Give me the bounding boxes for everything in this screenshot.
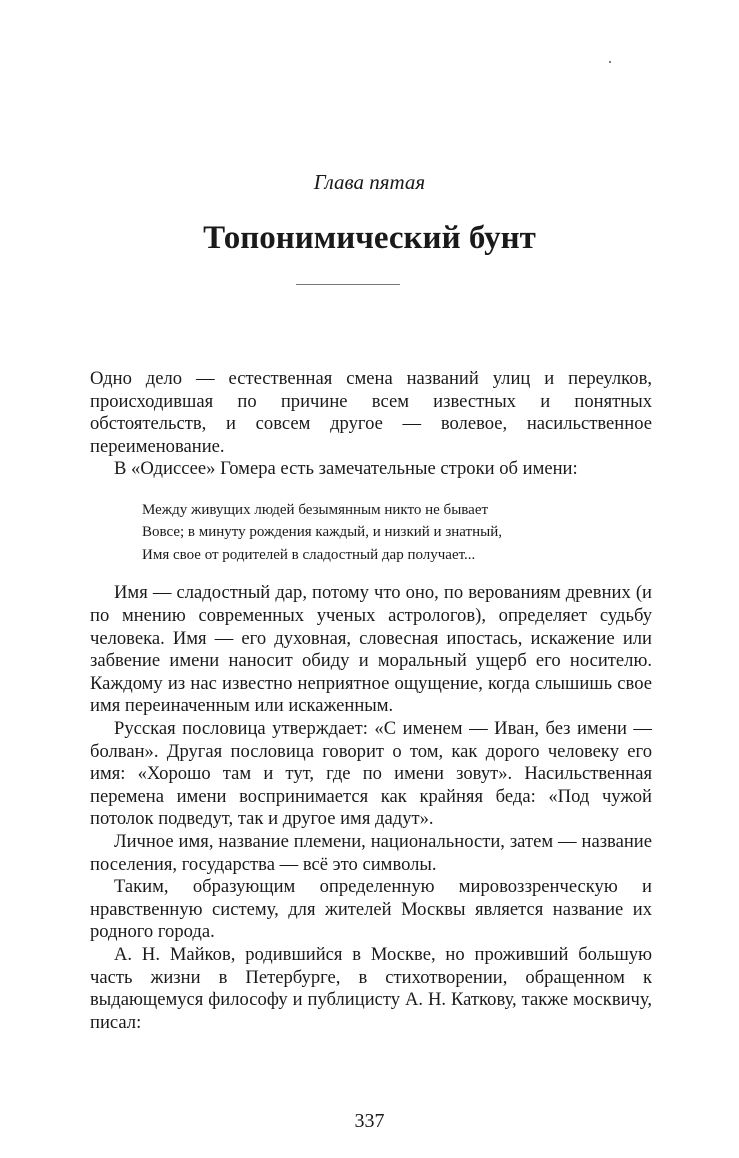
paragraph: А. Н. Майков, родившийся в Москве, но проживший большую часть жизни в Петербурге, в стихотворении, обращенном к выдающемуся философу и публицисту А. Н. Каткову, также москвичу, писал: — [90, 943, 652, 1033]
paragraph: Личное имя, название племени, национальности, затем — название поселения, государства — всё это символы. — [90, 831, 652, 875]
paragraph: Таким, образующим определенную мировоззренческую и нравственную систему, для жителей Москвы является название их родного города. — [90, 876, 652, 943]
chapter-label: Глава пятая — [313, 170, 426, 194]
verse-line: Между живущих людей безымянным никто не бывает — [142, 501, 489, 518]
paragraph: Русская пословица утверждает: «С именем — Иван, без имени — болван». Другая пословица говорит о том, как дорого человеку его имя: «Хорошо там и тут, где по имени зовут». Насильственная перемена имени воспринимается как крайняя беда: «Под чужой потолок подведут, так и другое имя дадут». — [90, 718, 652, 830]
paragraph: Имя — сладостный дар, потому что оно, по верованиям древних (и по мнению современных ученых астрологов), определяет судьбу человека. Имя — его духовная, словесная ипостась, искажение или забвение имени наносит обиду и моральный ущерб его носителю. Каждому из нас известно неприятное ощущение, когда слышишь свое имя переиначенным или искаженным. — [90, 582, 652, 717]
page-number: 337 — [354, 1110, 385, 1132]
chapter-title: Топонимический бунт — [203, 220, 536, 256]
paragraph: Одно дело — естественная смена названий улиц и переулков, происходившая по причине всем известных и понятных обстоятельств, и совсем другое — волевое, насильственное переименование. — [90, 368, 652, 457]
verse-line: Вовсе; в минуту рождения каждый, и низкий и знатный, — [142, 524, 502, 541]
verse-line: Имя свое от родителей в сладостный дар получает... — [142, 546, 476, 563]
scan-speck — [609, 61, 611, 63]
verse-quote — [142, 499, 652, 567]
paragraph: В «Одиссее» Гомера есть замечательные строки об имени: — [114, 458, 578, 480]
body-text — [90, 368, 652, 1034]
title-divider — [296, 284, 400, 285]
